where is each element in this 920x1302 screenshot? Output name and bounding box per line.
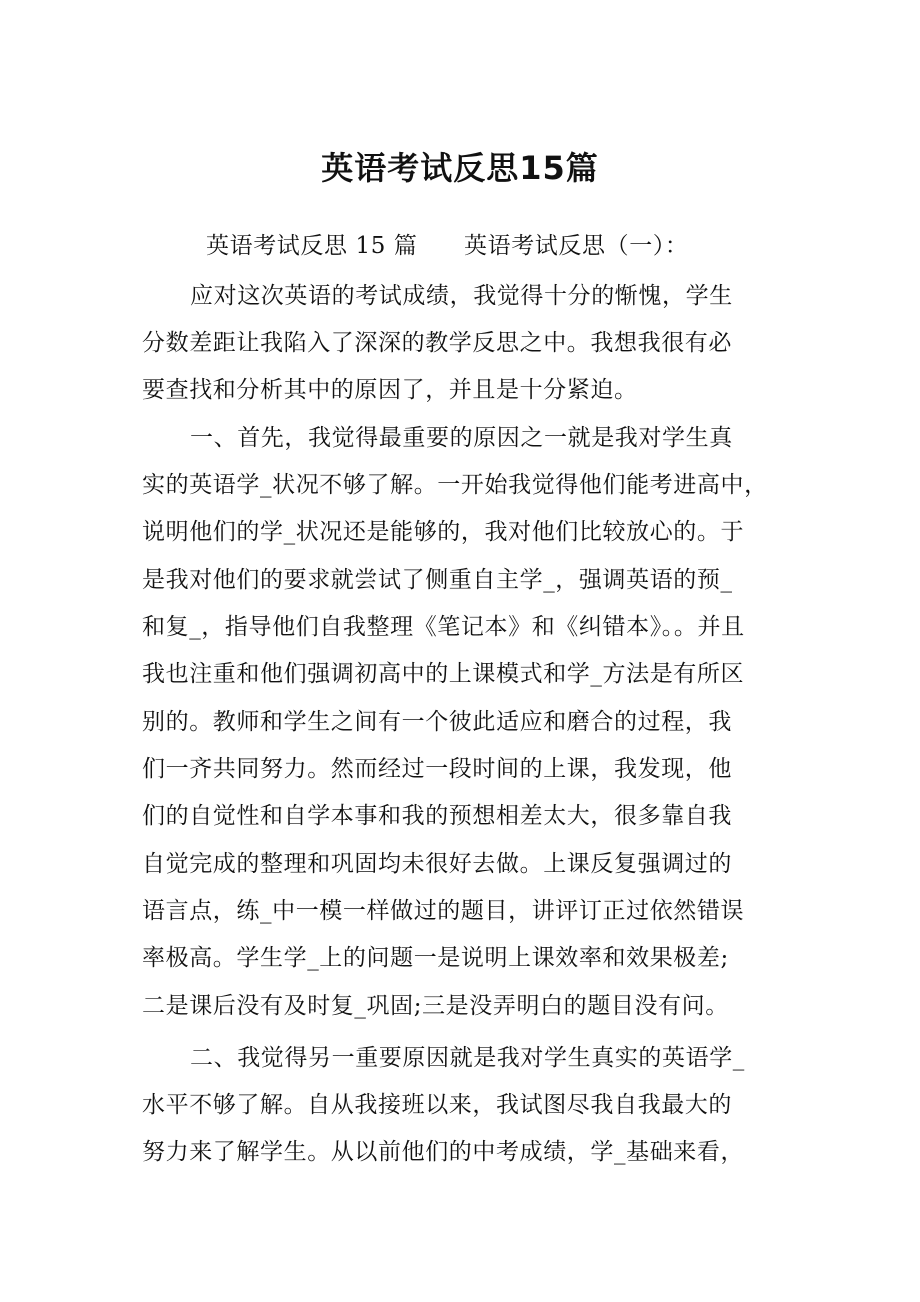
paragraph-line: 自觉完成的整理和巩固均未很好去做。上课反复强调过的 [142,851,732,877]
paragraph-line: 是我对他们的要求就尝试了侧重自主学_，强调英语的预_ [142,567,733,593]
paragraph-line: 二、我觉得另一重要原因就是我对学生真实的英语学_ [190,1045,745,1071]
paragraph-line: 率极高。学生学_上的问题一是说明上课效率和效果极差; [142,945,729,971]
paragraph-line: 一、首先，我觉得最重要的原因之一就是我对学生真 [190,425,733,451]
paragraph-line: 们的自觉性和自学本事和我的预想相差太大，很多靠自我 [142,803,732,829]
paragraph-line: 应对这次英语的考试成绩，我觉得十分的惭愧，学生 [190,283,733,309]
paragraph-line: 我也注重和他们强调初高中的上课模式和学_方法是有所区 [142,661,745,687]
paragraph-line: 水平不够了解。自从我接班以来，我试图尽我自我最大的 [142,1092,732,1118]
paragraph-line: 说明他们的学_状况还是能够的，我对他们比较放心的。于 [142,519,745,545]
paragraph-line: 努力来了解学生。从以前他们的中考成绩，学_基础来看， [142,1139,745,1165]
paragraph-line: 和复_，指导他们自我整理《笔记本》和《纠错本》。。并且 [142,614,745,640]
subtitle-right: 英语考试反思（一）： [464,233,689,259]
subtitle-left: 英语考试反思 15 篇 [206,233,418,259]
paragraph-line: 要查找和分析其中的原因了，并且是十分紧迫。 [142,377,638,403]
paragraph-line: 语言点，练_中一模一样做过的题目，讲评订正过依然错误 [142,898,745,924]
paragraph-line: 们一齐共同努力。然而经过一段时间的上课，我发现，他 [142,756,732,782]
paragraph-line: 二是课后没有及时复_巩固;三是没弄明白的题目没有问。 [142,993,729,1019]
paragraph-line: 别的。教师和学生之间有一个彼此适应和磨合的过程，我 [142,709,732,735]
paragraph-line: 实的英语学_状况不够了解。一开始我觉得他们能考进高中， [142,472,768,498]
paragraph-line: 分数差距让我陷入了深深的教学反思之中。我想我很有必 [142,330,732,356]
document-title: 英语考试反思15篇 [321,149,599,187]
